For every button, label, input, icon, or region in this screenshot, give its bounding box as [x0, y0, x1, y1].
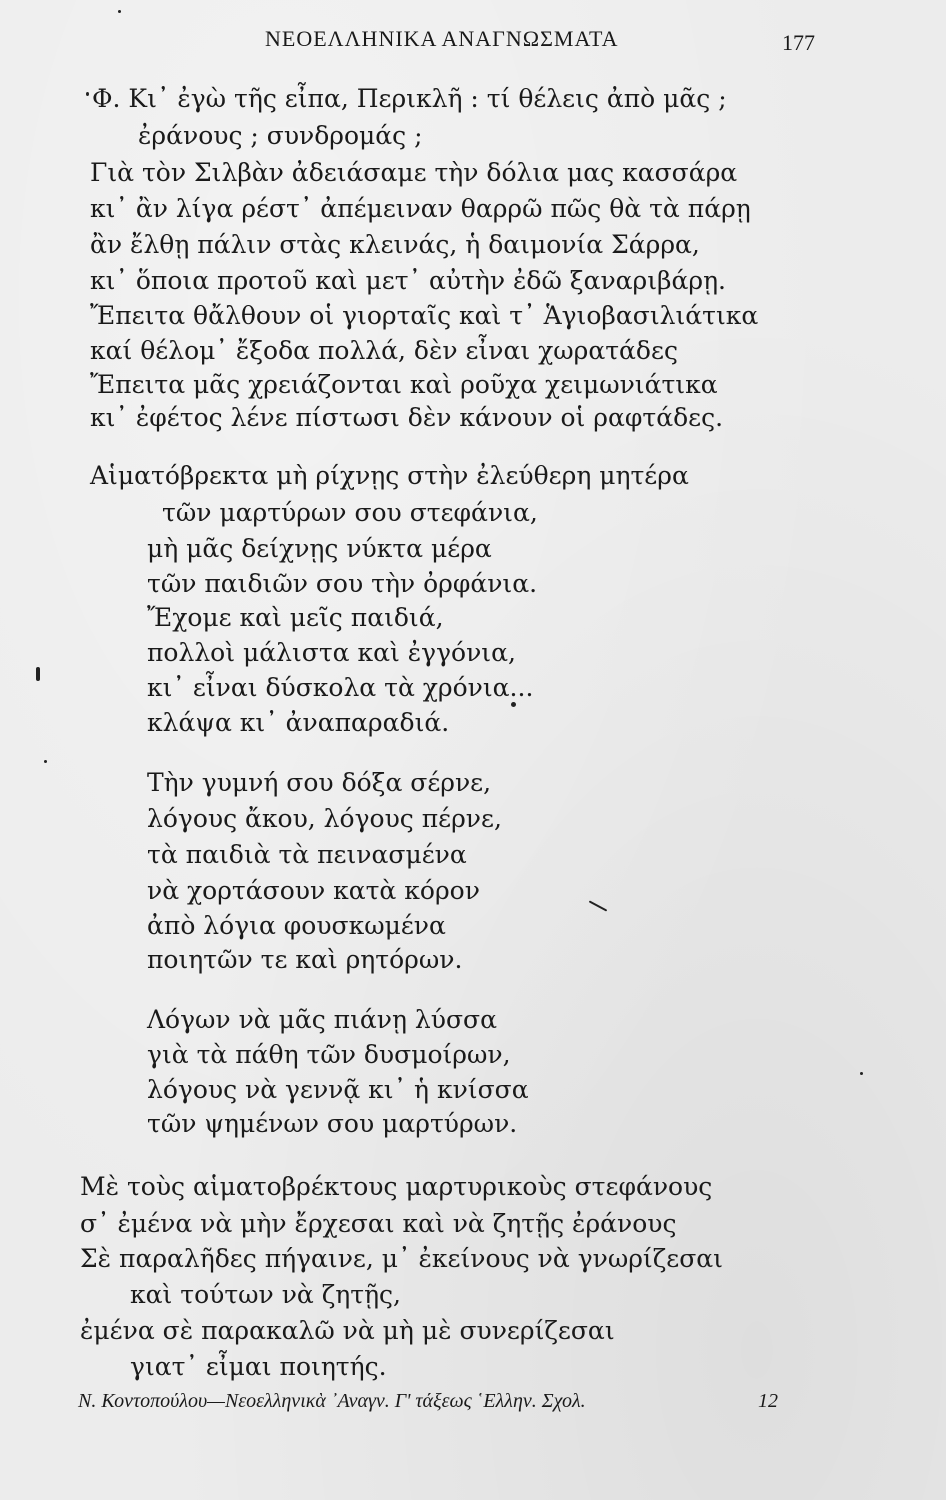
- scan-speck: [860, 1072, 863, 1075]
- verse-line: τῶν ψημένων σου μαρτύρων.: [147, 1109, 518, 1138]
- scan-speck: [511, 702, 516, 707]
- verse-line: ποιητῶν τε καὶ ρητόρων.: [147, 945, 463, 974]
- verse-line: ἐράνους ; συνδρομάς ;: [138, 121, 423, 150]
- page-number: 177: [782, 30, 815, 55]
- verse-line: Σὲ παραλῆδες πήγαινε, μ᾿ ἐκείνους νὰ γνωρίζεσαι: [80, 1244, 723, 1273]
- verse-line: τὰ παιδιὰ τὰ πεινασμένα: [147, 840, 467, 869]
- verse-line: καὶ τούτων νὰ ζητῇς,: [130, 1280, 402, 1309]
- footer-publication-line: Ν. Κοντοπούλου—Νεοελληνικὰ ᾿Αναγν. Γ' τάξεως ῾Ελλην. Σχολ.: [78, 1390, 586, 1412]
- verse-line: λόγους νὰ γεννᾷ κι᾿ ἡ κνίσσα: [147, 1075, 529, 1104]
- verse-line: Ἔχομε καὶ μεῖς παιδιά,: [147, 603, 444, 632]
- verse-line: κι᾿ ἐφέτος λένε πίστωσι δὲν κάνουν οἱ ραφτάδες.: [90, 403, 724, 432]
- verse-line: σ᾿ ἐμένα νὰ μὴν ἔρχεσαι καὶ νὰ ζητῇς ἐράνους: [80, 1209, 677, 1238]
- verse-line: Τὴν γυμνή σου δόξα σέρνε,: [147, 768, 492, 797]
- verse-line: μὴ μᾶς δείχνῃς νύκτα μέρα: [147, 534, 492, 563]
- verse-line: ἐμένα σὲ παρακαλῶ νὰ μὴ μὲ συνερίζεσαι: [80, 1316, 615, 1345]
- verse-line: τῶν μαρτύρων σου στεφάνια,: [162, 498, 538, 527]
- verse-line: Αἱματόβρεκτα μὴ ρίχνῃς στὴν ἐλεύθερη μητέρα: [90, 461, 689, 490]
- verse-line: Ἔπειτα θἄλθουν οἱ γιορταῖς καὶ τ᾿ Ἁγιοβασιλιάτικα: [90, 301, 759, 330]
- scan-speck: [86, 92, 89, 96]
- verse-line: ἀπὸ λόγια φουσκωμένα: [147, 911, 446, 940]
- verse-line: Φ. Κι᾿ ἐγὼ τῆς εἶπα, Περικλῆ : τί θέλεις ἀπὸ μᾶς ;: [92, 84, 727, 113]
- verse-line: καί θέλομ᾿ ἔξοδα πολλά, δὲν εἶναι χωρατάδες: [90, 336, 678, 365]
- verse-line: γιὰ τὰ πάθη τῶν δυσμοίρων,: [147, 1040, 511, 1069]
- verse-line: κι᾿ εἶναι δύσκολα τὰ χρόνια...: [147, 673, 534, 702]
- scan-speck: [118, 10, 121, 13]
- verse-line: νὰ χορτάσουν κατὰ κόρον: [147, 876, 480, 905]
- verse-line: κι᾿ ὅποια προτοῦ καὶ μετ᾿ αὐτὴν ἐδῶ ξαναριβάρῃ.: [90, 266, 726, 295]
- verse-line: Λόγων νὰ μᾶς πιάνῃ λύσσα: [147, 1005, 497, 1034]
- verse-line: κλάψα κι᾿ ἀναπαραδιά.: [147, 708, 450, 737]
- verse-line: κι᾿ ἂν λίγα ρέστ᾿ ἀπέμειναν θαρρῶ πῶς θὰ τὰ πάρῃ: [90, 194, 751, 223]
- verse-line: τῶν παιδιῶν σου τὴν ὀρφάνια.: [147, 569, 538, 598]
- verse-line: Μὲ τοὺς αἱματοβρέκτους μαρτυρικοὺς στεφάνους: [80, 1172, 713, 1201]
- verse-line: γιατ᾿ εἶμαι ποιητής.: [130, 1352, 387, 1381]
- verse-line: Γιὰ τὸν Σιλβὰν ἀδειάσαμε τὴν δόλια μας κασσάρα: [90, 158, 738, 187]
- scan-speck: [44, 760, 47, 763]
- verse-line: πολλοὶ μάλιστα καὶ ἐγγόνια,: [147, 638, 516, 667]
- signature-mark: 12: [758, 1390, 778, 1412]
- verse-line: Ἔπειτα μᾶς χρειάζονται καὶ ροῦχα χειμωνιάτικα: [90, 370, 718, 399]
- verse-line: ἂν ἔλθῃ πάλιν στὰς κλεινάς, ἡ δαιμονία Σάρρα,: [90, 230, 700, 259]
- running-title: ΝΕΟΕΛΛΗΝΙΚΑ ΑΝΑΓΝΩΣΜΑΤΑ: [265, 26, 619, 51]
- scan-speck: [36, 667, 40, 681]
- scan-speck: [589, 900, 608, 911]
- verse-line: λόγους ἄκου, λόγους πέρνε,: [147, 804, 502, 833]
